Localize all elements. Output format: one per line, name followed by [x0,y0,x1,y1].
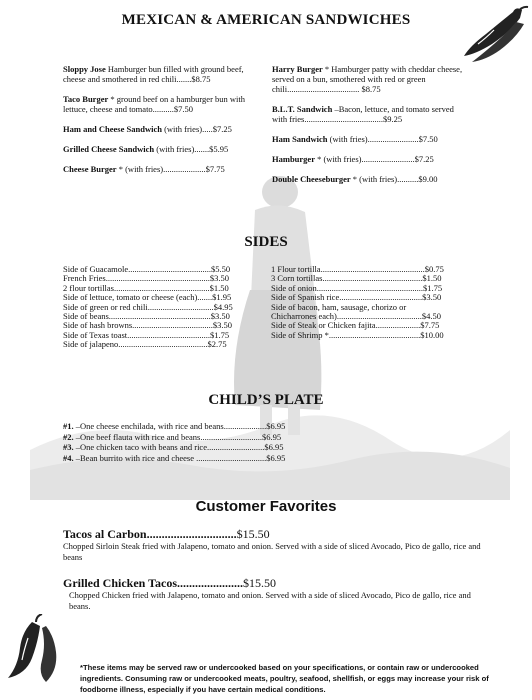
item-name: Ham Sandwich [272,134,328,144]
item-name: Double Cheeseburger [272,174,351,184]
menu-item [63,64,263,84]
item-description: –Bacon, lettuce, and tomato served with fries.....................................$9.25 [272,104,454,124]
sandwiches-right-column [272,64,468,194]
sides-right-list [271,265,467,340]
item-number: #2. [63,431,74,442]
favorite-title: Tacos al Carbon.............................. [63,527,237,541]
list-item: Side of green or red chili...............................$4.95 [63,301,233,312]
favorite-item [63,527,483,562]
sides-left-list [63,265,263,350]
favorite-title: Grilled Chicken Tacos...................... [63,576,244,590]
favorite-name [63,576,483,590]
list-item: Side of onion..................................................$1.75 [271,282,443,293]
item-description: * (with fries)..........$9.00 [350,174,438,184]
list-item: Side of beans................................................$3.50 [63,311,230,322]
list-item: 3 Corn tortillas...............................................$1.50 [271,273,442,284]
item-name: Grilled Cheese Sandwich [63,144,155,154]
list-item: Side of Guacamole.......................................$5.50 [63,264,231,274]
menu-item [63,94,263,114]
item-description: –Bean burrito with rice and cheese .................................$6.95 [73,452,286,463]
list-item: 1 Flour tortilla.................................................$0.75 [271,264,444,274]
list-item: Side of bacon, ham, sausage, chorizo or [271,301,407,312]
item-description: * ground beef on a hamburger bun with lettuce, cheese and tomato..........$7.50 [63,94,246,114]
menu-item [63,124,263,134]
item-name: Sloppy Jose [63,64,106,74]
item-description: * (with fries)....................$7.75 [116,164,225,174]
menu-item [63,144,263,154]
list-item: Side of Spanish rice.......................................$3.50 [271,292,442,303]
item-description: (with fries)........................$7.50 [327,134,438,144]
item-description: (with fries).....$7.25 [161,124,232,134]
item-description: (with fries).......$5.95 [154,144,229,154]
item-description: * (with fries).........................$7.25 [314,154,434,164]
item-number: #3. [63,442,74,452]
item-description: –One cheese enchilada, with rice and beans....................$6.95 [73,421,286,431]
list-item: 2 flour tortillas.............................................$1.50 [63,282,229,293]
favorite-description: Chopped Sirloin Steak fried with Jalapeno, tomato and onion. Served with a side of sliced Avocado, Pico de gallo, rice and beans [63,541,481,562]
item-description: –One beef flauta with rice and beans.............................$6.95 [73,431,282,442]
list-item: Side of Texas toast.......................................$1.75 [63,329,230,340]
item-number: #1. [63,421,74,431]
list-item: Chicharrones each)........................................$4.50 [271,311,441,322]
item-name: B.L.T. Sandwich [272,104,333,114]
menu-item [272,174,468,184]
item-description: –One chicken taco with beans and rice...........................$6.95 [73,442,284,452]
footnote-disclaimer: *These items may be served raw or undercooked based on your specifications, or contain raw or undercooked ingredients. Consuming raw or undercooked meats, poultry, seafood, shellfish, or eggs may increase your risk of foodborne illness, especially if you have certain medical conditions. [80,663,489,694]
item-name: Taco Burger [63,94,109,104]
favorite-price: $15.50 [243,576,277,590]
item-description: Hamburger bun filled with ground beef, cheese and smothered in red chili.......$8.75 [63,64,244,84]
customer-favorites-heading: Customer Favorites [195,498,337,515]
favorite-description: Chopped Chicken fried with Jalapeno, tomato and onion. Served with a side of sliced Avocado, Pico de gallo, rice and beans. [69,590,471,611]
favorite-price: $15.50 [236,527,270,541]
list-item: Side of jalapeno..........................................$2.75 [63,339,227,350]
list-item: Side of Steak or Chicken fajita.....................$7.75 [271,320,440,331]
favorite-name [63,527,483,541]
menu-item [272,154,468,164]
list-item [63,432,333,443]
sides-heading: SIDES [244,234,288,250]
sandwiches-left-column [63,64,263,184]
menu-item [63,164,263,174]
list-item: Side of hash browns......................................$3.50 [63,320,233,331]
item-name: Ham and Cheese Sandwich [63,124,162,134]
menu-item [272,134,468,144]
childs-plate-heading: CHILD’S PLATE [208,392,324,408]
childs-plate-list [63,421,333,463]
item-name: Cheese Burger [63,164,117,174]
menu-item [272,64,468,94]
list-item: Side of lettuce, tomato or cheese (each).......$1.95 [63,292,232,303]
page-title: MEXICAN & AMERICAN SANDWICHES [121,12,411,28]
list-item: Side of Shrimp *...........................................$10.00 [271,329,444,340]
menu-item [272,104,468,124]
item-name: Hamburger [272,154,315,164]
item-name: Harry Burger [272,64,323,74]
item-description: * Hamburger patty with cheddar cheese, served on a bun, smothered with red or green chili.................................. $8.75 [272,64,463,94]
list-item [63,442,333,453]
item-number: #4. [63,452,74,463]
list-item [63,421,333,432]
chili-pepper-icon [2,614,62,684]
list-item [63,453,333,464]
favorite-item [63,576,483,611]
list-item: French Fries.................................................$3.50 [63,273,229,284]
